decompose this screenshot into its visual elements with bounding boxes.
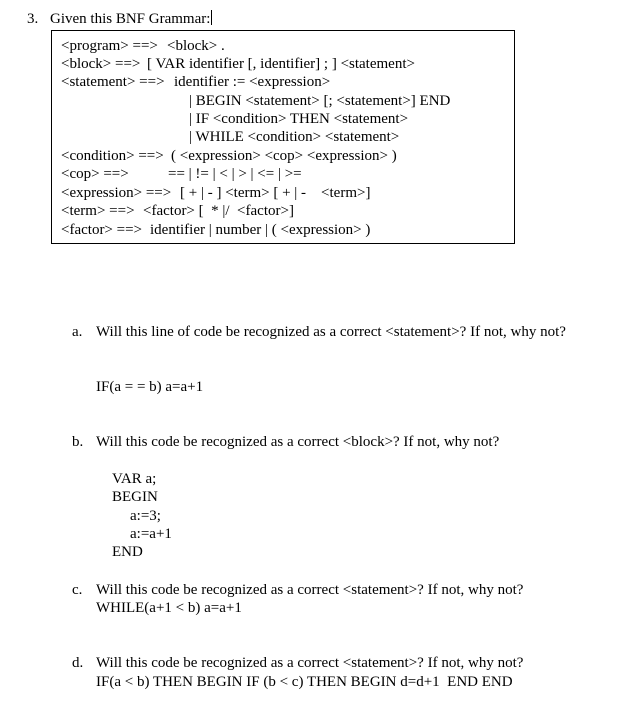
grammar-rhs: <factor> [ * |/ <factor>] <box>143 203 294 219</box>
text-cursor <box>211 10 212 25</box>
part-b-code-line: VAR a; <box>112 471 157 487</box>
part-b-label: b. <box>72 434 84 450</box>
part-c-code-line: WHILE(a+1 < b) a=a+1 <box>96 600 242 616</box>
grammar-rhs: | WHILE <condition> <statement> <box>189 129 400 145</box>
part-b-code-line: BEGIN <box>112 489 158 505</box>
part-a-question: Will this line of code be recognized as a correct <statement>? If not, why not? <box>96 324 566 340</box>
part-c-label: c. <box>72 582 83 598</box>
grammar-rhs: [ + | - ] <term> [ + | - <term>] <box>180 185 371 201</box>
grammar-lhs: <program> ==> <box>61 38 158 54</box>
grammar-rhs: identifier := <expression> <box>174 74 331 90</box>
part-b-code-line: a:=a+1 <box>130 526 172 542</box>
part-d-question: Will this code be recognized as a correct <statement>? If not, why not? <box>96 655 524 671</box>
grammar-rhs: | BEGIN <statement> [; <statement>] END <box>189 93 451 109</box>
grammar-rhs: <block> . <box>167 38 225 54</box>
part-b-code-line: END <box>112 544 143 560</box>
grammar-rhs: identifier | number | ( <expression> ) <box>150 222 371 238</box>
part-c-question: Will this code be recognized as a correct <statement>? If not, why not? <box>96 582 524 598</box>
grammar-lhs: <expression> ==> <box>61 185 172 201</box>
part-b-question: Will this code be recognized as a correct <block>? If not, why not? <box>96 434 500 450</box>
question-number: 3. <box>27 11 39 27</box>
grammar-rhs: == | != | < | > | <= | >= <box>168 166 302 182</box>
part-a-label: a. <box>72 324 83 340</box>
part-d-label: d. <box>72 655 84 671</box>
grammar-rhs: | IF <condition> THEN <statement> <box>189 111 409 127</box>
grammar-lhs: <cop> ==> <box>61 166 129 182</box>
part-b-code-line: a:=3; <box>130 508 161 524</box>
part-a-code-line: IF(a = = b) a=a+1 <box>96 379 204 395</box>
grammar-lhs: <condition> ==> <box>61 148 164 164</box>
grammar-lhs: <statement> ==> <box>61 74 165 90</box>
question-title <box>50 10 212 28</box>
grammar-rhs: [ VAR identifier [, identifier] ; ] <statement> <box>147 56 415 72</box>
grammar-rhs: ( <expression> <cop> <expression> ) <box>171 148 397 164</box>
grammar-lhs: <term> ==> <box>61 203 135 219</box>
grammar-lhs: <factor> ==> <box>61 222 143 238</box>
grammar-lhs: <block> ==> <box>61 56 141 72</box>
part-d-code-line: IF(a < b) THEN BEGIN IF (b < c) THEN BEGIN d=d+1 END END <box>96 674 513 690</box>
question-title-text: Given this BNF Grammar: <box>50 11 211 27</box>
